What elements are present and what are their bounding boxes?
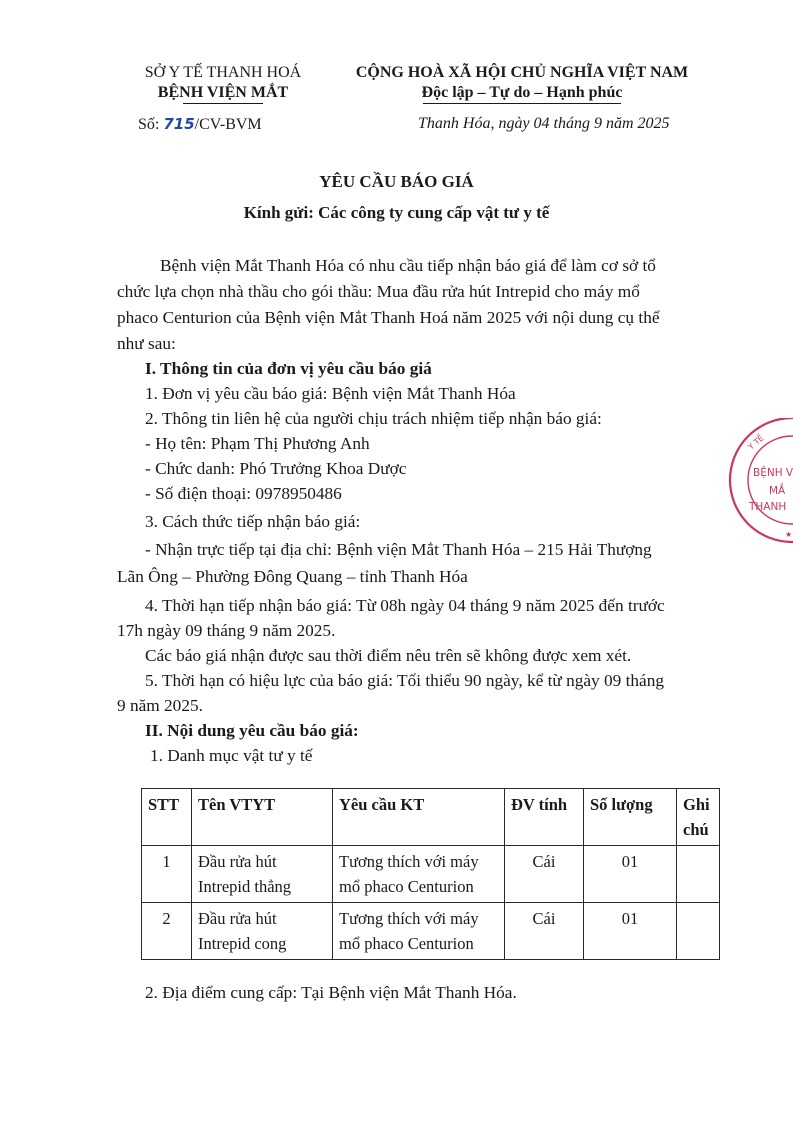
stamp-star: ★ [785, 530, 793, 539]
document-title: YÊU CẦU BÁO GIÁ [319, 172, 474, 191]
column-header: Số lượng [584, 789, 677, 846]
section1-line: 9 năm 2025. [117, 696, 203, 715]
section1-line: - Số điện thoại: 0978950486 [145, 484, 342, 503]
table-cell: Tương thích với máy mổ phaco Centurion [333, 903, 505, 960]
table-cell [677, 846, 720, 903]
doc-no-suffix: /CV-BVM [194, 116, 262, 133]
section2-heading: II. Nội dung yêu cầu báo giá: [145, 721, 359, 740]
recipient-line: Kính gửi: Các công ty cung cấp vật tư y tế [243, 203, 550, 222]
header-right [322, 64, 722, 104]
stamp-text-line1: BỆNH V [753, 467, 793, 479]
table-header-row [142, 789, 720, 846]
stamp-text-top: Y TẾ [746, 433, 766, 452]
doc-no-handwritten: 715 [163, 115, 195, 133]
table-cell: Tương thích với máy mổ phaco Centurion [333, 846, 505, 903]
section2-subheading-2: 2. Địa điểm cung cấp: Tại Bệnh viện Mắt Thanh Hóa. [145, 983, 517, 1002]
column-header: ĐV tính [505, 789, 584, 846]
section1-line: 5. Thời hạn có hiệu lực của báo giá: Tối thiểu 90 ngày, kể từ ngày 09 tháng [145, 671, 664, 690]
hospital-stamp [717, 418, 793, 568]
table-cell: 01 [584, 846, 677, 903]
table-cell: 2 [142, 903, 192, 960]
section1-line: Lãn Ông – Phường Đông Quang – tỉnh Thanh Hóa [117, 567, 468, 586]
table-cell: 01 [584, 903, 677, 960]
section1-line: 2. Thông tin liên hệ của người chịu trách nhiệm tiếp nhận báo giá: [145, 409, 602, 428]
column-header: Ghi chú [677, 789, 720, 846]
column-header: STT [142, 789, 192, 846]
table-row [142, 903, 720, 960]
table-cell: Cái [505, 846, 584, 903]
section1-line: 3. Cách thức tiếp nhận báo giá: [145, 512, 361, 531]
section1-line: 1. Đơn vị yêu cầu báo giá: Bệnh viện Mắt Thanh Hóa [145, 384, 516, 403]
intro-line: Bệnh viện Mắt Thanh Hóa có nhu cầu tiếp nhận báo giá để làm cơ sở tổ [160, 256, 656, 275]
table-cell [677, 903, 720, 960]
table-cell: Đầu rửa hút Intrepid thẳng [192, 846, 333, 903]
section1-line: - Chức danh: Phó Trưởng Khoa Dược [145, 459, 407, 478]
column-header: Tên VTYT [192, 789, 333, 846]
column-header: Yêu cầu KT [333, 789, 505, 846]
header-left [118, 64, 328, 104]
section1-line: - Nhận trực tiếp tại địa chỉ: Bệnh viện Mắt Thanh Hóa – 215 Hải Thượng [145, 540, 652, 559]
intro-line: chức lựa chọn nhà thầu cho gói thầu: Mua đầu rửa hút Intrepid cho máy mổ [117, 282, 640, 301]
nation-title: CỘNG HOÀ XÃ HỘI CHỦ NGHĨA VIỆT NAM [355, 64, 689, 81]
hospital-underline [183, 103, 263, 104]
motto-underline [423, 103, 621, 104]
stamp-text-line3: THANH [749, 501, 787, 513]
stamp-text-line2: MẮ [769, 485, 786, 497]
document-number [138, 115, 262, 134]
supplies-table [141, 788, 720, 960]
hospital-name: BỆNH VIỆN MẮT [157, 84, 289, 101]
section1-line: 17h ngày 09 tháng 9 năm 2025. [117, 621, 336, 640]
place-date: Thanh Hóa, ngày 04 tháng 9 năm 2025 [418, 115, 670, 132]
doc-no-prefix: Số: [138, 116, 164, 133]
agency-name: SỞ Y TẾ THANH HOÁ [144, 64, 302, 81]
intro-line: như sau: [117, 334, 176, 353]
table-cell: Đầu rửa hút Intrepid cong [192, 903, 333, 960]
section1-line: - Họ tên: Phạm Thị Phương Anh [145, 434, 370, 453]
section1-line: 4. Thời hạn tiếp nhận báo giá: Từ 08h ngày 04 tháng 9 năm 2025 đến trước [145, 596, 665, 615]
intro-line: phaco Centurion của Bệnh viện Mắt Thanh Hoá năm 2025 với nội dung cụ thể [117, 308, 660, 327]
table-cell: Cái [505, 903, 584, 960]
section2-subheading-1: 1. Danh mục vật tư y tế [150, 746, 313, 765]
section1-heading: I. Thông tin của đơn vị yêu cầu báo giá [145, 359, 432, 378]
table-row [142, 846, 720, 903]
section1-line: Các báo giá nhận được sau thời điểm nêu trên sẽ không được xem xét. [145, 646, 632, 665]
table-cell: 1 [142, 846, 192, 903]
motto: Độc lập – Tự do – Hạnh phúc [421, 84, 623, 101]
